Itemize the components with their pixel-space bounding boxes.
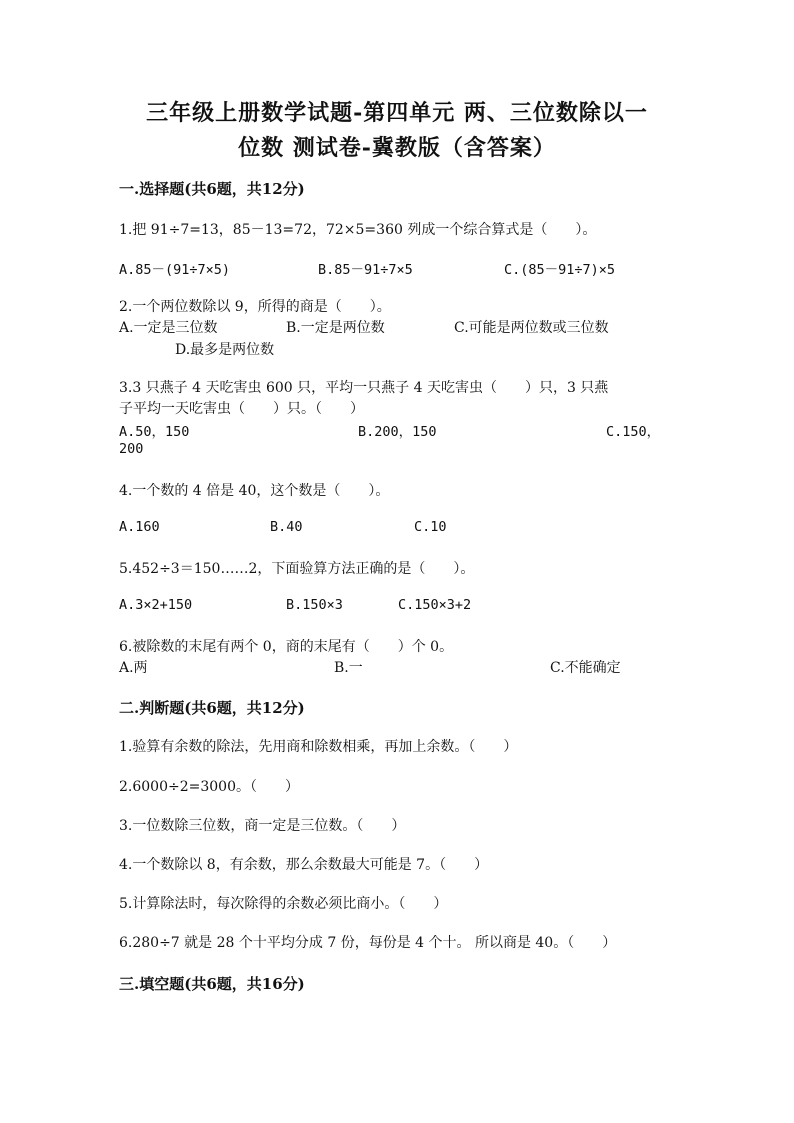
q3-option-b: B.200，150 — [358, 424, 437, 440]
q2-option-c: C.可能是两位数或三位数 — [454, 320, 609, 336]
judge-question-2: 2.6000÷2=3000。（ ） — [119, 779, 299, 795]
q5-option-c: C.150×3+2 — [398, 597, 472, 613]
q5-option-b: B.150×3 — [286, 597, 343, 613]
q4-option-a: A.160 — [119, 519, 160, 535]
judge-question-1: 1.验算有余数的除法，先用商和除数相乘，再加上余数。（ ） — [119, 739, 518, 755]
section-heading-judge: 二.判断题(共6题，共12分) — [119, 699, 305, 717]
judge-question-3: 3.一位数除三位数，商一定是三位数。（ ） — [119, 818, 406, 834]
q2-option-b: B.一定是两位数 — [286, 320, 385, 336]
judge-question-4: 4.一个数除以 8，有余数，那么余数最大可能是 7。（ ） — [119, 857, 489, 873]
question-6: 6.被除数的末尾有两个 0，商的末尾有（ ）个 0。 — [119, 639, 454, 655]
q2-option-d: D.最多是两位数 — [175, 342, 275, 358]
question-5: 5.452÷3＝150……2，下面验算方法正确的是（ ）。 — [119, 561, 475, 577]
q3-option-c: C.150， — [606, 424, 661, 440]
page-title-line2: 位数 测试卷-冀教版（含答案） — [238, 135, 556, 161]
q4-option-b: B.40 — [270, 519, 303, 535]
q6-option-b: B.一 — [334, 660, 363, 676]
judge-question-5: 5.计算除法时，每次除得的余数必须比商小。（ ） — [119, 896, 448, 912]
question-3-line2: 子平均一天吃害虫（ ）只。（ ） — [119, 401, 364, 417]
question-1: 1.把 91÷7=13，85－13=72，72×5=360 列成一个综合算式是（ ）。 — [119, 222, 597, 238]
q1-option-c: C.(85－91÷7)×5 — [504, 262, 616, 278]
section-heading-fill: 三.填空题(共6题，共16分) — [119, 975, 305, 993]
q4-option-c: C.10 — [414, 519, 447, 535]
q5-option-a: A.3×2+150 — [119, 597, 193, 613]
q1-option-b: B.85－91÷7×5 — [318, 262, 413, 278]
q1-option-a: A.85－(91÷7×5) — [119, 262, 231, 278]
q2-option-a: A.一定是三位数 — [119, 320, 218, 336]
q6-option-a: A.两 — [119, 660, 148, 676]
q3-option-c-cont: 200 — [119, 441, 144, 457]
q6-option-c: C.不能确定 — [550, 660, 621, 676]
q3-option-a: A.50，150 — [119, 424, 190, 440]
question-4: 4.一个数的 4 倍是 40，这个数是（ ）。 — [119, 483, 390, 499]
section-heading-choice: 一.选择题(共6题，共12分) — [119, 180, 305, 198]
question-3-line1: 3.3 只燕子 4 天吃害虫 600 只，平均一只燕子 4 天吃害虫（ ）只，3 只燕 — [119, 380, 609, 396]
question-2: 2.一个两位数除以 9，所得的商是（ ）。 — [119, 299, 391, 315]
judge-question-6: 6.280÷7 就是 28 个十平均分成 7 份，每份是 4 个十。 所以商是 40。（ ） — [119, 935, 617, 951]
page-title-line1: 三年级上册数学试题-第四单元 两、三位数除以一 — [146, 100, 648, 126]
